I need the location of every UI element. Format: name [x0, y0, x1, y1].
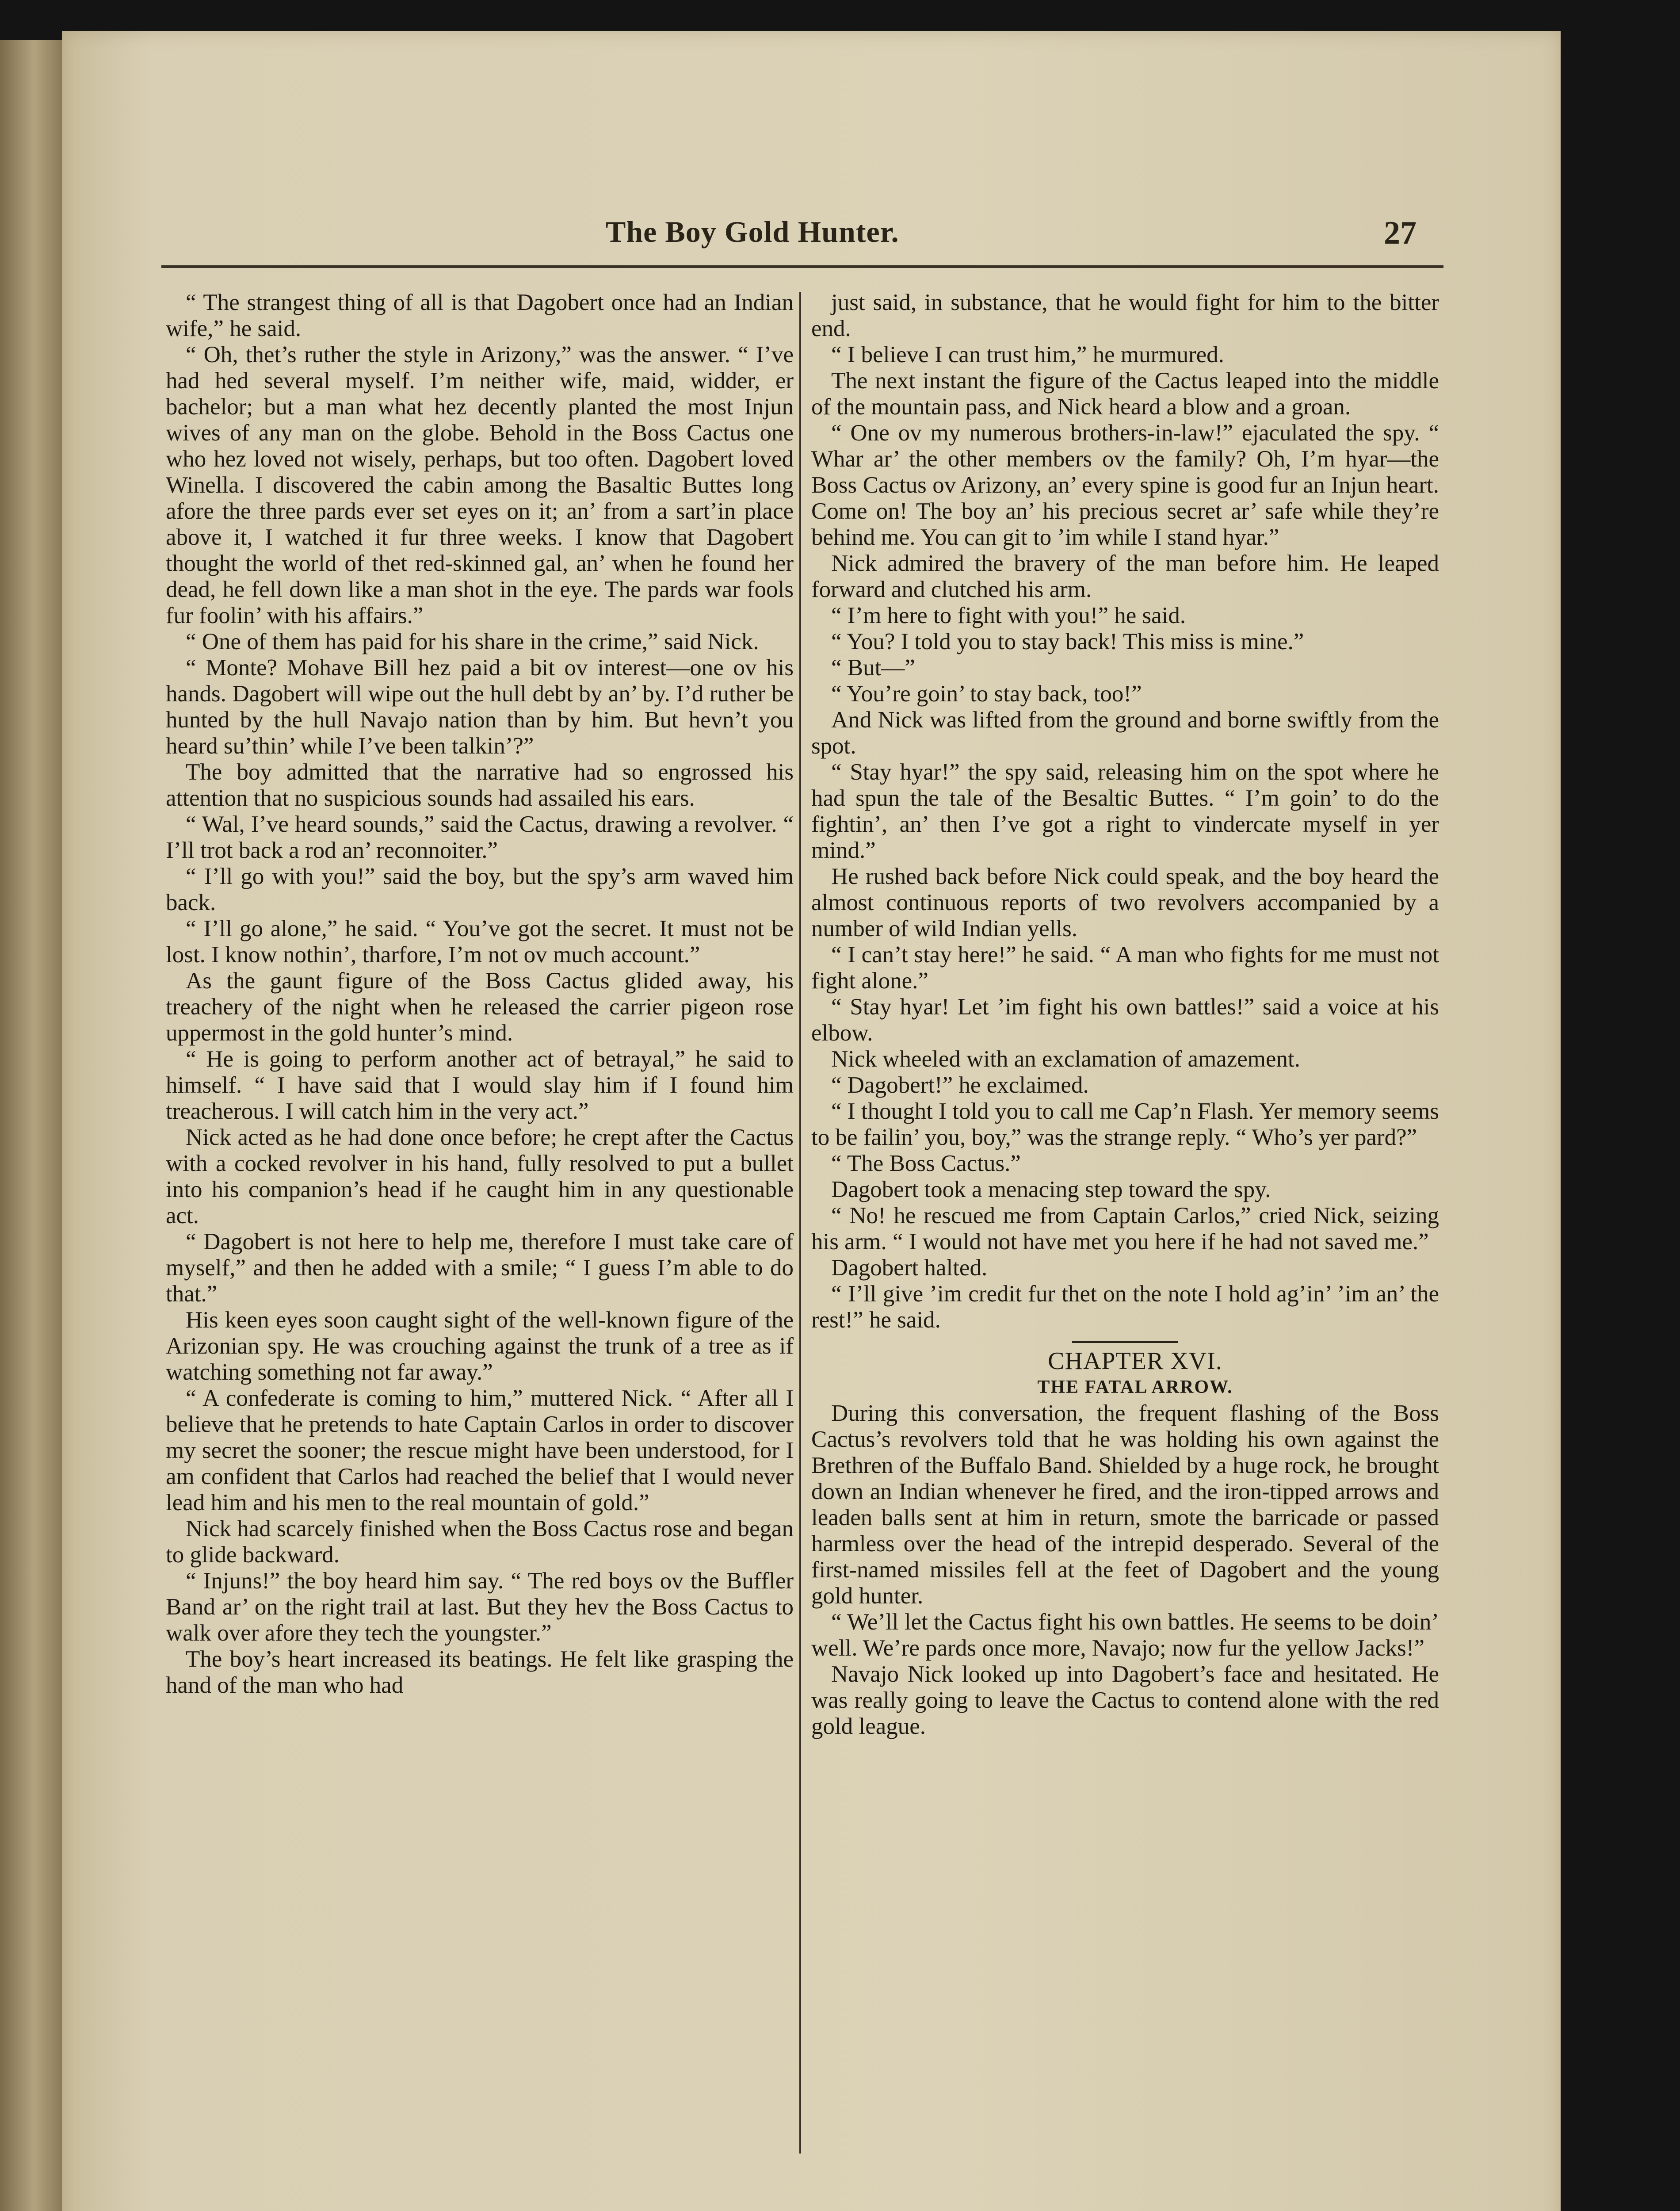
paragraph: “ A confederate is coming to him,” muttered Nick. “ After all I believe that he pretends to hate Captain Carlos in order to discover my secret the sooner; the rescue might have been understood, for I am confident that Carlos had reached the belief that I would never lead him and his men to the real mountain of gold.”: [166, 1385, 794, 1515]
paragraph: “ Wal, I’ve heard sounds,” said the Cactus, drawing a revolver. “ I’ll trot back a rod an’ reconnoiter.”: [166, 811, 794, 863]
paragraph: “ You? I told you to stay back! This miss is mine.”: [831, 629, 1304, 654]
paragraph: Dagobert halted.: [831, 1255, 988, 1281]
paragraph: The boy admitted that the narrative had so engrossed his attention that no suspicious sounds had assailed his ears.: [166, 759, 794, 811]
paragraph: “ I’ll go alone,” he said. “ You’ve got the secret. It must not be lost. I know nothin’, tharfore, I’m not ov much account.”: [166, 916, 794, 968]
paragraph: just said, in substance, that he would fight for him to the bitter end.: [811, 290, 1439, 341]
paragraph: “ Stay hyar! Let ’im fight his own battles!” said a voice at his elbow.: [811, 994, 1439, 1046]
paragraph: Nick had scarcely finished when the Boss Cactus rose and began to glide backward.: [166, 1516, 794, 1568]
paragraph: Nick wheeled with an exclamation of amazement.: [831, 1046, 1301, 1072]
paragraph: “ One of them has paid for his share in the crime,” said Nick.: [186, 629, 759, 654]
paragraph: “ I thought I told you to call me Cap’n Flash. Yer memory seems to be failin’ you, boy,” was the strange reply. “ Who’s yer pard?”: [811, 1098, 1439, 1150]
page-number: 27: [1384, 215, 1417, 251]
chapter-subtitle: THE FATAL ARROW.: [1037, 1377, 1233, 1397]
paragraph: “ I believe I can trust him,” he murmured.: [831, 342, 1224, 367]
paragraph: Nick acted as he had done once before; he crept after the Cactus with a cocked revolver in his hand, fully resolved to put a bullet into his companion’s head if he caught him in any questionable act.: [166, 1125, 794, 1228]
paragraph: “ Oh, thet’s ruther the style in Arizony,” was the answer. “ I’ve had hed several myself. I’m neither wife, maid, widder, er bachelor; but a man what hez decently planted the most Injun wives of any man on the globe. Behold in the Boss Cactus one who hez loved not wisely, perhaps, but too often. Dagobert loved Winella. I discovered the cabin among the Basaltic Buttes long afore the three pards ever set eyes on it; an’ from a sart’in place above it, I watched it fur three weeks. I know that Dagobert thought the world of thet red-skinned gal, an’ when he found her dead, he fell down like a man shot in the eye. The pards war fools fur foolin’ with his affairs.”: [166, 342, 794, 628]
paragraph: “ Dagobert!” he exclaimed.: [831, 1072, 1089, 1098]
paragraph: Nick admired the bravery of the man before him. He leaped forward and clutched his arm.: [811, 551, 1439, 602]
paragraph: “ I’m here to fight with you!” he said.: [831, 603, 1186, 628]
paragraph: “ But—”: [831, 655, 915, 681]
paragraph: The next instant the figure of the Cactus leaped into the middle of the mountain pass, and Nick heard a blow and a groan.: [811, 368, 1439, 420]
paragraph: “ Dagobert is not here to help me, therefore I must take care of myself,” and then he added with a smile; “ I guess I’m able to do that.”: [166, 1229, 794, 1307]
paragraph: Navajo Nick looked up into Dagobert’s face and hesitated. He was really going to leave the Cactus to contend alone with the red gold league.: [811, 1661, 1439, 1739]
paragraph: “ Monte? Mohave Bill hez paid a bit ov interest—one ov his hands. Dagobert will wipe out the hull debt by an’ by. I’d ruther be hunted by the hull Navajo nation than by him. But hevn’t you heard su’thin’ while I’ve been talkin’?”: [166, 655, 794, 759]
paragraph: “ He is going to perform another act of betrayal,” he said to himself. “ I have said that I would slay him if I found him treacherous. I will catch him in the very act.”: [166, 1046, 794, 1124]
paragraph: “ We’ll let the Cactus fight his own battles. He seems to be doin’ well. We’re pards once more, Navajo; now fur the yellow Jacks!”: [811, 1609, 1439, 1661]
paragraph: He rushed back before Nick could speak, and the boy heard the almost continuous reports of two revolvers accompanied by a number of wild Indian yells.: [811, 864, 1439, 941]
paragraph: His keen eyes soon caught sight of the well-known figure of the Arizonian spy. He was crouching against the trunk of a tree as if watching something not far away.”: [166, 1307, 794, 1385]
running-head: The Boy Gold Hunter.: [606, 215, 899, 249]
chapter-heading: CHAPTER XVI.: [1048, 1347, 1222, 1375]
paragraph: “ One ov my numerous brothers-in-law!” ejaculated the spy. “ Whar ar’ the other members ov the family? Oh, I’m hyar—the Boss Cactus ov Arizony, an’ every spine is good fur an Injun heart. Come on! The boy an’ his precious secret ar’ safe while they’re behind me. You can git to ’im while I stand hyar.”: [811, 420, 1439, 550]
paragraph: “ The strangest thing of all is that Dagobert once had an Indian wife,” he said.: [166, 290, 794, 341]
paragraph: “ I can’t stay here!” he said. “ A man who fights for me must not fight alone.”: [811, 942, 1439, 994]
paragraph: “ You’re goin’ to stay back, too!”: [831, 681, 1142, 707]
paragraph: During this conversation, the frequent flashing of the Boss Cactus’s revolvers told that he was holding his own against the Brethren of the Buffalo Band. Shielded by a huge rock, he brought down an Indian whenever he fired, and the iron-tipped arrows and leaden balls sent at him in return, smote the barricade or passed harmless over the head of the intrepid desperado. Several of the first-named missiles fell at the feet of Dagobert and the young gold hunter.: [811, 1400, 1439, 1609]
paragraph: “ Stay hyar!” the spy said, releasing him on the spot where he had spun the tale of the Besaltic Buttes. “ I’m goin’ to do the fightin’, an’ then I’ve got a right to vindercate myself in yer mind.”: [811, 759, 1439, 863]
paragraph: And Nick was lifted from the ground and borne swiftly from the spot.: [811, 707, 1439, 759]
paragraph: Dagobert took a menacing step toward the spy.: [831, 1177, 1271, 1202]
paragraph: As the gaunt figure of the Boss Cactus glided away, his treachery of the night when he released the carrier pigeon rose uppermost in the gold hunter’s mind.: [166, 968, 794, 1046]
left-column: [166, 290, 794, 1698]
header-rule: [161, 265, 1443, 268]
paragraph: “ Injuns!” the boy heard him say. “ The red boys ov the Buffler Band ar’ on the right trail at last. But they hev the Boss Cactus to walk over afore they tech the youngster.”: [166, 1568, 794, 1646]
paragraph: “ I’ll give ’im credit fur thet on the note I hold ag’in’ ’im an’ the rest!” he said.: [811, 1281, 1439, 1333]
left-page-edge: [0, 40, 62, 2211]
chapter-rule: [1072, 1341, 1178, 1343]
paragraph: “ No! he rescued me from Captain Carlos,” cried Nick, seizing his arm. “ I would not have met you here if he had not saved me.”: [811, 1203, 1439, 1255]
paragraph: “ The Boss Cactus.”: [831, 1151, 1021, 1176]
paragraph: “ I’ll go with you!” said the boy, but the spy’s arm waved him back.: [166, 864, 794, 915]
column-divider: [799, 292, 801, 2154]
right-column: [811, 290, 1439, 1740]
paragraph: The boy’s heart increased its beatings. He felt like grasping the hand of the man who had: [166, 1646, 794, 1698]
